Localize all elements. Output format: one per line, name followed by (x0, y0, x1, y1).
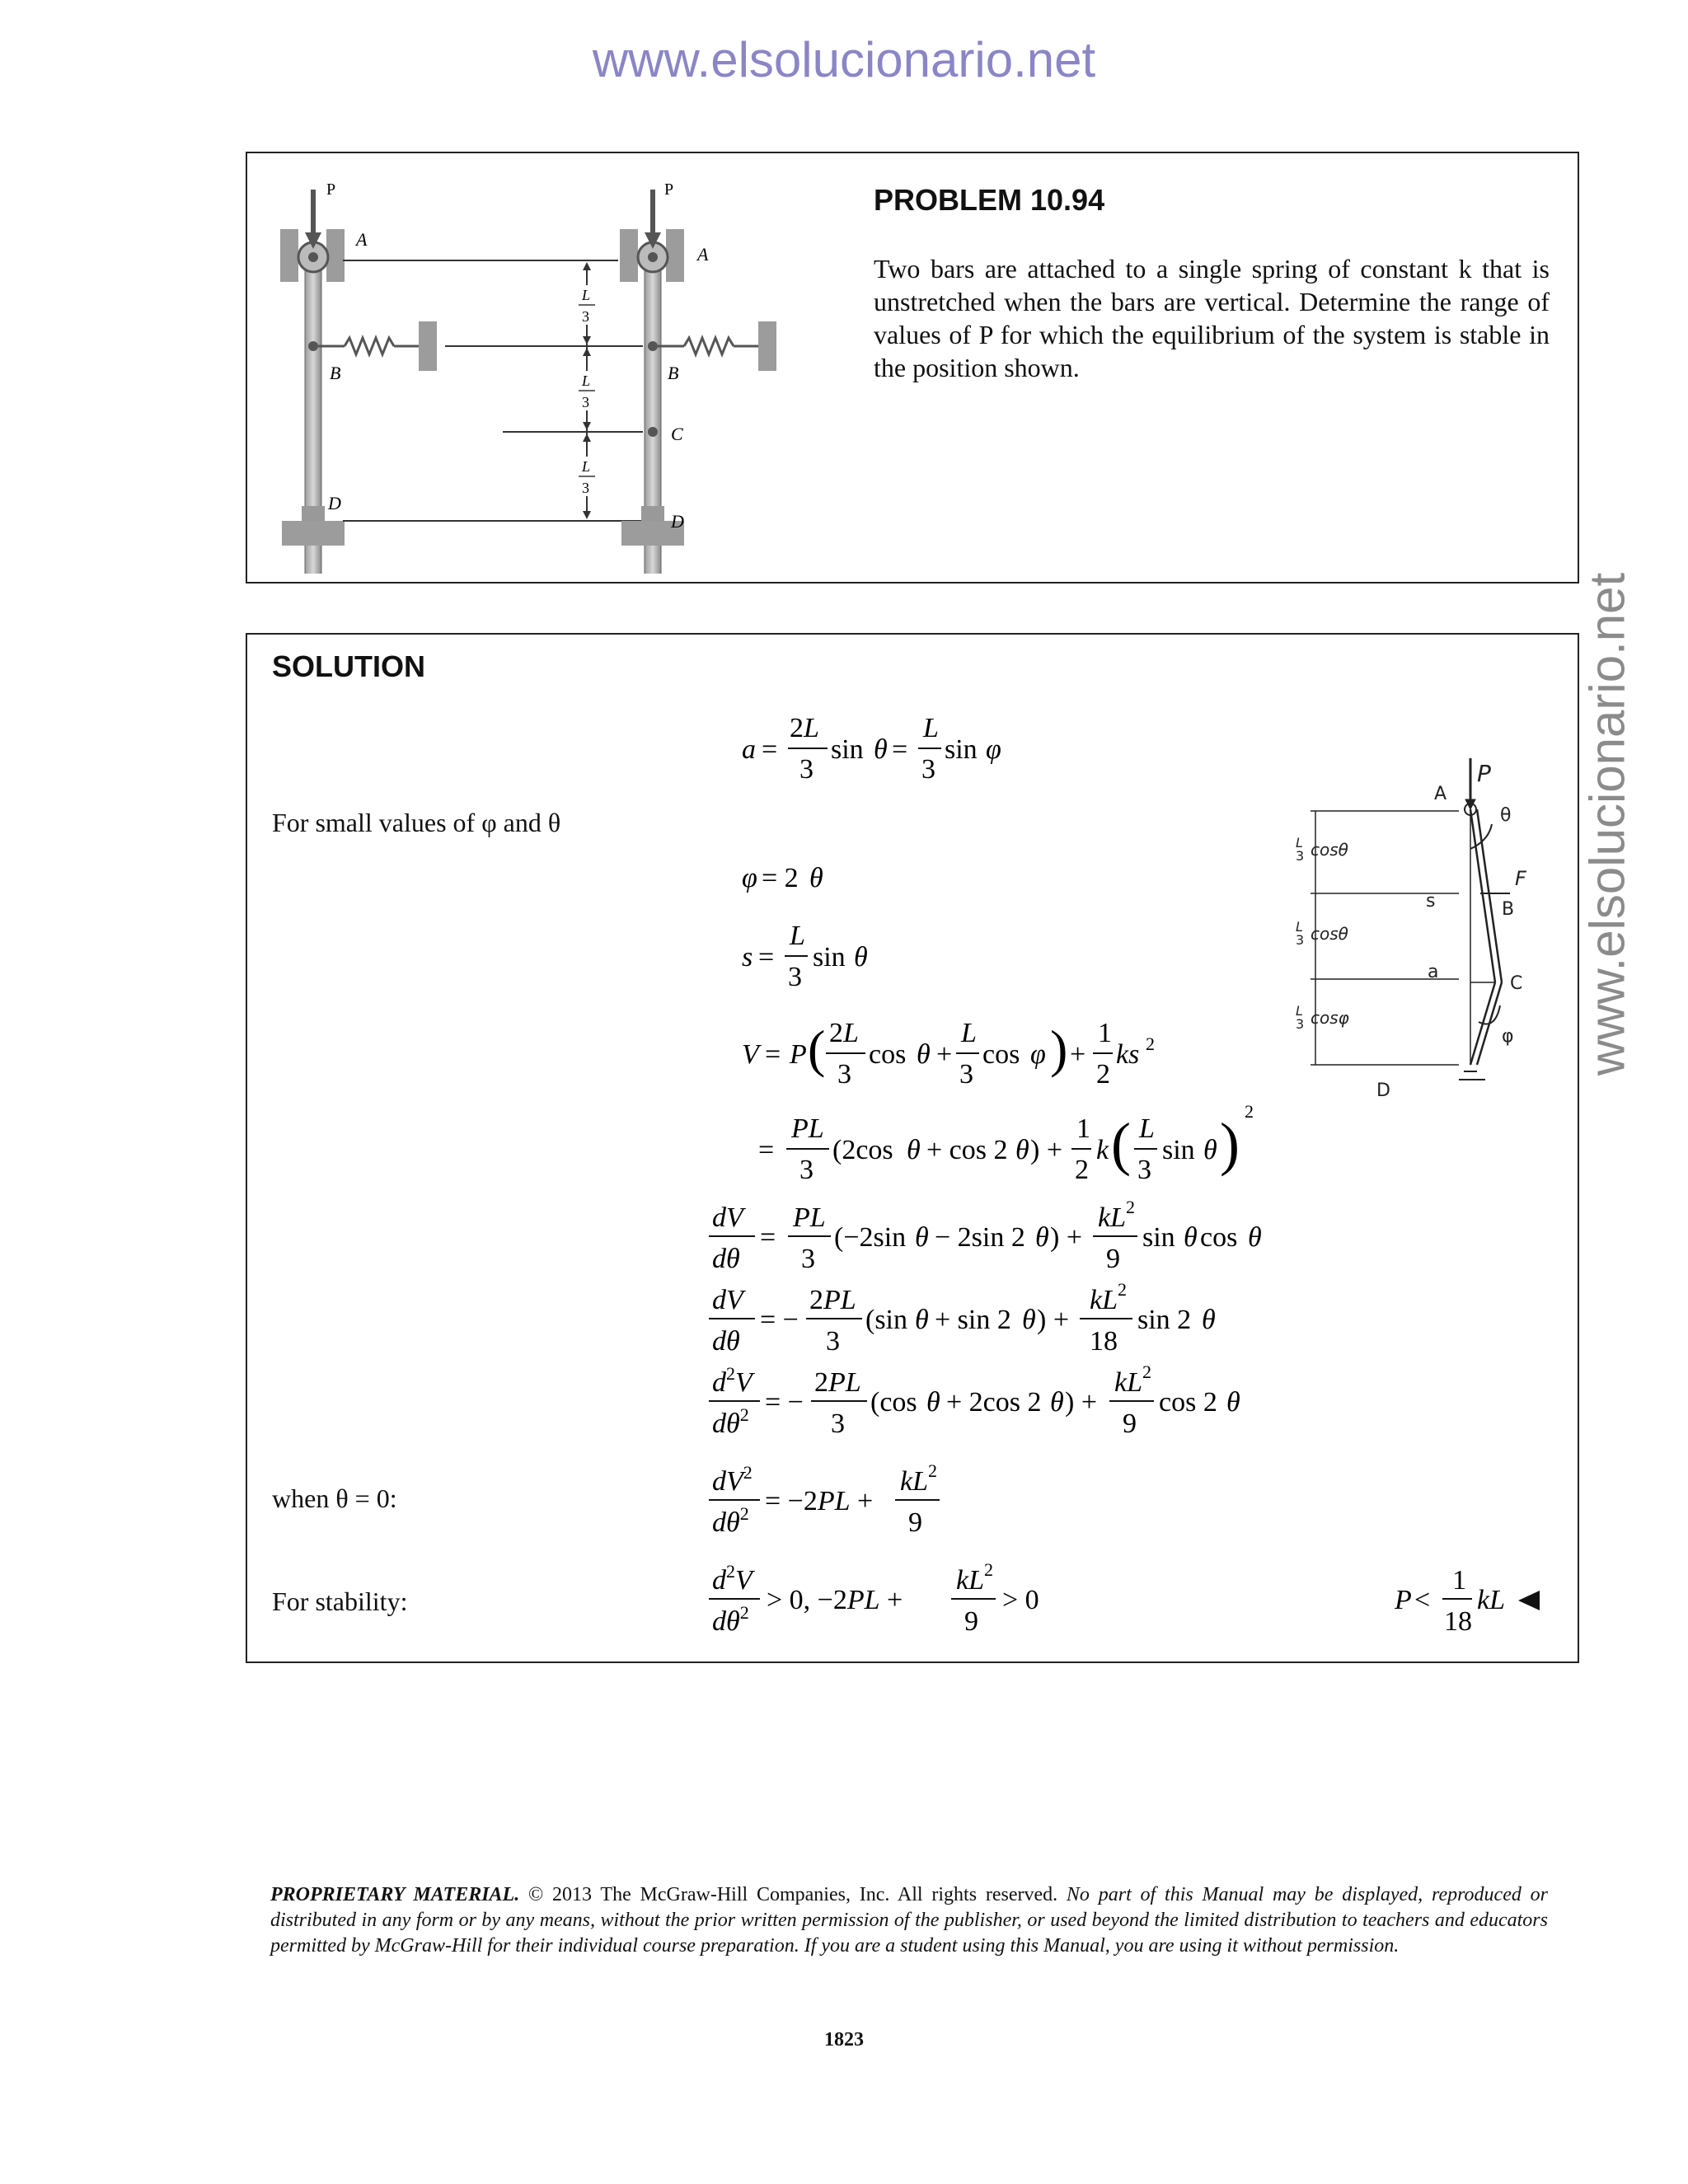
svg-text:2: 2 (984, 1559, 993, 1580)
svg-text:(cos: (cos (870, 1387, 917, 1418)
label-C-right: C (671, 424, 683, 444)
svg-text:+ 2cos 2: + 2cos 2 (946, 1387, 1042, 1418)
svg-text:1: 1 (1452, 1565, 1466, 1596)
svg-text:θ: θ (1248, 1222, 1262, 1253)
footer-bold: PROPRIETARY MATERIAL. (270, 1884, 520, 1905)
equation-s (742, 920, 907, 994)
svg-text:k: k (1096, 1135, 1109, 1165)
svg-text:(sin: (sin (865, 1305, 907, 1335)
svg-text:B: B (1502, 899, 1515, 920)
svg-text:= 2: = 2 (762, 863, 799, 893)
svg-text:cos: cos (982, 1039, 1020, 1070)
svg-text:A: A (1434, 784, 1447, 804)
equation-theta-zero (709, 1459, 956, 1541)
svg-text:3: 3 (837, 1059, 851, 1090)
svg-text:L: L (1296, 835, 1303, 851)
dimension-lines (343, 260, 643, 521)
svg-text:L: L (582, 287, 591, 303)
label-D-right: D (671, 511, 684, 532)
svg-text:sin: sin (1162, 1135, 1195, 1165)
label-small-values: For small values of φ and θ (272, 808, 561, 837)
svg-text:dθ: dθ (712, 1244, 740, 1274)
svg-text:θ: θ (809, 863, 823, 893)
footer-copyright (270, 1882, 1548, 1959)
svg-text:3: 3 (826, 1326, 840, 1357)
svg-text:9: 9 (1106, 1244, 1120, 1274)
right-assembly (620, 180, 776, 574)
svg-text:=: = (892, 734, 908, 765)
label-B-left: B (330, 363, 341, 383)
svg-text:L: L (582, 458, 591, 475)
svg-text:2: 2 (1126, 1197, 1135, 1217)
watermark-side-text: www.elsolucionario.net (1579, 572, 1635, 1076)
svg-text:dV2: $dV^2$ (712, 1462, 753, 1497)
svg-text:L: L (1296, 919, 1303, 935)
svg-text:L: L (582, 373, 591, 389)
svg-text:dθ: dθ (712, 1326, 740, 1357)
svg-text:sin 2: sin 2 (1137, 1305, 1192, 1335)
svg-text:3: 3 (1296, 932, 1305, 948)
svg-text:<: < (1414, 1585, 1431, 1615)
svg-text:L: L (1139, 1113, 1155, 1144)
svg-text:dV: dV (712, 1202, 743, 1233)
solution-sketch (1294, 758, 1541, 1104)
label-B-right: B (668, 363, 679, 383)
svg-text:= −: = − (765, 1387, 804, 1418)
svg-text:cos: cos (1200, 1222, 1238, 1253)
svg-text:2PL: 2PL (814, 1367, 861, 1398)
svg-text:2: 2 (1118, 1279, 1127, 1300)
svg-text:θ: θ (915, 1222, 929, 1253)
svg-text:L: L (790, 921, 805, 951)
svg-text:φ: φ (742, 863, 757, 893)
svg-text:θ: θ (1035, 1222, 1049, 1253)
svg-text:3: 3 (799, 754, 814, 785)
svg-text:=: = (762, 734, 778, 765)
svg-text:θ: θ (1202, 1305, 1216, 1335)
problem-statement: Two bars are attached to a single spring of constant k that is unstretched when the bars are vertical. Determine the range of values of P for which the equilibrium of the system is stable in the position shown. (874, 254, 1550, 382)
svg-text:3: 3 (1137, 1155, 1151, 1185)
label-for-stability: For stability: (272, 1586, 408, 1616)
svg-text:PL: PL (791, 1113, 824, 1144)
problem-box (246, 152, 1579, 583)
svg-text:φ: φ (986, 734, 1001, 765)
svg-text:2: 2 (1096, 1059, 1110, 1090)
svg-text:1: 1 (1098, 1018, 1112, 1048)
label-P-left: P (326, 180, 336, 199)
svg-text:θ: θ (926, 1387, 940, 1418)
svg-text:= −2PL +: = −2PL + (765, 1486, 874, 1516)
svg-text:) +: ) + (1050, 1222, 1082, 1253)
svg-text:3: 3 (831, 1408, 845, 1439)
svg-text:=: = (765, 1039, 781, 1070)
svg-text:2L: 2L (829, 1018, 859, 1048)
page-number: 1823 (824, 2029, 864, 2050)
svg-text:18: 18 (1444, 1606, 1472, 1637)
svg-text:dθ2: $d\theta^2$ (712, 1404, 749, 1439)
svg-text:2: 2 (928, 1460, 937, 1481)
svg-text:θ: θ (915, 1305, 929, 1335)
svg-text:(: ( (808, 1019, 826, 1078)
svg-text:9: 9 (908, 1507, 922, 1538)
svg-text:sin: sin (945, 734, 978, 765)
svg-text:=: = (760, 1222, 776, 1253)
svg-text:− 2sin 2: − 2sin 2 (935, 1222, 1025, 1253)
svg-text:1: 1 (1076, 1113, 1090, 1144)
svg-text:F: F (1515, 867, 1526, 890)
svg-text:kL: kL (1114, 1367, 1142, 1398)
svg-text:3: 3 (582, 394, 589, 410)
svg-text:s: s (742, 942, 753, 972)
svg-text:+ sin 2: + sin 2 (935, 1305, 1011, 1335)
equation-dV-dtheta-2 (709, 1277, 1253, 1360)
label-when-theta-zero: when θ = 0: (272, 1483, 397, 1513)
svg-text:θ: θ (907, 1135, 921, 1165)
svg-text:2L: 2L (790, 713, 819, 743)
svg-text:dV: dV (712, 1285, 743, 1315)
svg-text:2: 2 (1142, 1361, 1151, 1382)
label-A-right: A (697, 244, 709, 265)
svg-text:θ: θ (917, 1039, 931, 1070)
problem-figure (280, 162, 857, 574)
svg-text:3: 3 (788, 962, 802, 992)
svg-text:sin: sin (813, 942, 846, 972)
equation-d2V-dtheta2 (709, 1360, 1253, 1442)
solution-title: SOLUTION (272, 649, 425, 683)
svg-text:D: D (1376, 1080, 1390, 1101)
equation-a (742, 712, 1039, 786)
dimension-labels (577, 285, 597, 496)
label-D-left: D (328, 493, 341, 513)
svg-text:a: a (742, 734, 756, 765)
svg-text:C: C (1510, 973, 1523, 994)
svg-text:P: P (1477, 760, 1491, 787)
svg-text:3: 3 (921, 754, 935, 785)
svg-text:θ: θ (1050, 1387, 1064, 1418)
svg-text:cos: cos (869, 1039, 907, 1070)
svg-text:θ: θ (1500, 805, 1512, 826)
svg-text:θ: θ (1203, 1135, 1217, 1165)
svg-text:cosφ: cosφ (1311, 1008, 1349, 1028)
equation-dV-dtheta-1 (709, 1195, 1286, 1277)
svg-text:cosθ: cosθ (1311, 924, 1348, 944)
svg-text:> 0: > 0 (1002, 1585, 1039, 1615)
svg-text:) +: ) + (1037, 1305, 1069, 1335)
svg-text:V: V (742, 1039, 759, 1070)
svg-text:L: L (961, 1018, 977, 1048)
equation-phi (742, 857, 857, 898)
equation-V-expanded (758, 1101, 1286, 1192)
answer (1395, 1558, 1559, 1640)
svg-text:3: 3 (799, 1155, 814, 1185)
svg-text:kL: kL (1477, 1585, 1505, 1615)
svg-text:3: 3 (582, 480, 589, 496)
svg-text:2: 2 (1146, 1033, 1155, 1054)
svg-text:3: 3 (582, 308, 589, 325)
svg-text:18: 18 (1090, 1326, 1118, 1357)
svg-text:) +: ) + (1065, 1387, 1097, 1418)
problem-title: PROBLEM 10.94 (874, 183, 1105, 217)
svg-text:+ cos 2: + cos 2 (926, 1135, 1008, 1165)
svg-text:2PL: 2PL (809, 1285, 856, 1315)
svg-text:kL: kL (956, 1565, 984, 1596)
footer-normal: © 2013 The McGraw-Hill Companies, Inc. All rights reserved. (519, 1884, 1058, 1905)
svg-text:P: P (1395, 1585, 1412, 1615)
svg-text:(: ( (1111, 1111, 1131, 1177)
svg-text:3: 3 (801, 1244, 815, 1274)
svg-text:3: 3 (959, 1059, 973, 1090)
svg-text:ks: ks (1116, 1039, 1140, 1070)
svg-text:cosθ: cosθ (1311, 840, 1348, 860)
svg-text:): ) (1220, 1111, 1240, 1177)
left-assembly (280, 180, 437, 574)
svg-text:+: + (936, 1039, 953, 1070)
svg-text:φ: φ (1502, 1026, 1514, 1047)
footer-italic: No part of this Manual may be displayed, reproduced or distributed in any form or by any means, without the prior written permission of the publisher, or used beyond the limited distribution to teachers and educators permitted by McGraw-Hill for their individual course preparation. If you are a student using this Manual, you are using it without permission. (270, 1884, 1548, 1957)
svg-text:= −: = − (760, 1305, 799, 1335)
answer-marker-icon (1518, 1591, 1540, 1610)
svg-text:9: 9 (1123, 1408, 1137, 1439)
watermark-top: www.elsolucionario.net (592, 32, 1096, 87)
svg-text:sin: sin (831, 734, 864, 765)
svg-text:d2V: $d^2V$ (712, 1561, 753, 1596)
svg-text:L: L (1296, 1003, 1303, 1019)
svg-text:θ: θ (1022, 1305, 1036, 1335)
svg-text:> 0, −2PL +: > 0, −2PL + (767, 1585, 903, 1615)
svg-text:kL: kL (1098, 1202, 1126, 1233)
svg-text:θ: θ (1184, 1222, 1198, 1253)
svg-text:θ: θ (1015, 1135, 1029, 1165)
svg-text:) +: ) + (1030, 1135, 1062, 1165)
svg-text:dθ2: $d\theta^2$ (712, 1602, 749, 1637)
svg-text:3: 3 (1296, 848, 1305, 864)
label-P-right: P (664, 180, 674, 199)
svg-text:(2cos: (2cos (832, 1135, 893, 1165)
svg-text:L: L (923, 713, 939, 743)
svg-text:P: P (790, 1039, 807, 1070)
svg-text:θ: θ (1226, 1387, 1240, 1418)
svg-text:θ: θ (854, 942, 868, 972)
svg-text:d2V: $d^2V$ (712, 1363, 753, 1398)
svg-text:φ: φ (1030, 1039, 1046, 1070)
svg-text:+: + (1070, 1039, 1086, 1070)
svg-text:kL: kL (1090, 1285, 1118, 1315)
svg-text:dθ2: $d\theta^2$ (712, 1503, 749, 1538)
svg-text:2: 2 (1075, 1155, 1089, 1185)
svg-text:(−2sin: (−2sin (834, 1222, 907, 1253)
svg-text:sin: sin (1142, 1222, 1175, 1253)
svg-text:θ: θ (874, 734, 888, 765)
svg-text:2: 2 (1245, 1101, 1254, 1122)
svg-text:PL: PL (793, 1202, 826, 1233)
svg-text:3: 3 (1296, 1016, 1305, 1032)
svg-text:=: = (758, 942, 775, 972)
svg-text:9: 9 (964, 1606, 978, 1637)
solution-box (246, 633, 1579, 1663)
svg-text:a: a (1428, 962, 1439, 982)
svg-text:kL: kL (900, 1466, 928, 1497)
equation-V (742, 1014, 1170, 1096)
equation-stability (709, 1558, 1055, 1640)
svg-text:s: s (1426, 891, 1436, 912)
svg-text:=: = (758, 1135, 775, 1165)
svg-text:): ) (1050, 1019, 1068, 1078)
svg-text:cos 2: cos 2 (1159, 1387, 1217, 1418)
label-A-left: A (356, 229, 368, 250)
